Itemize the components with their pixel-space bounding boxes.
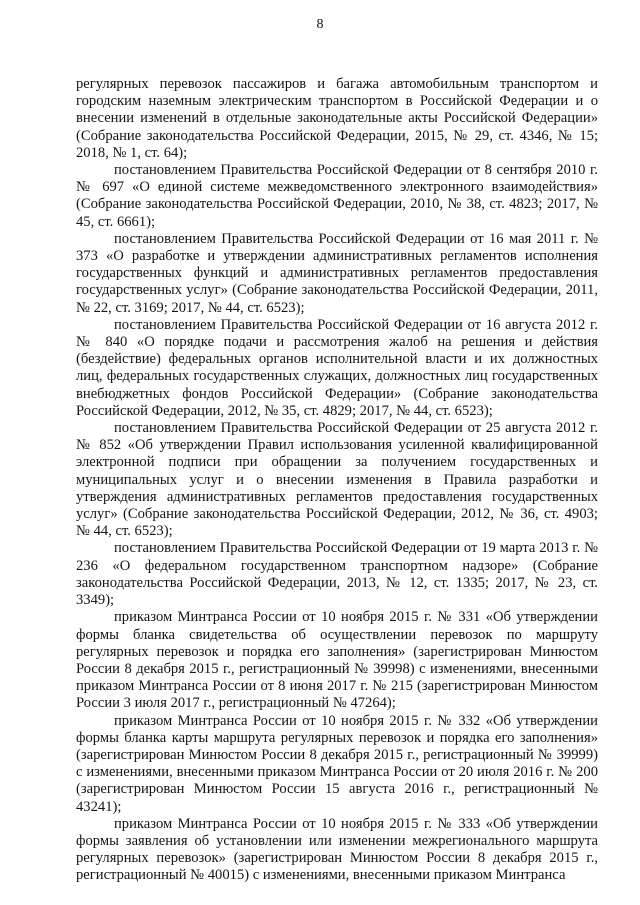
page-number: 8: [316, 17, 324, 32]
paragraph: приказом Минтранса России от 10 ноября 2015 г. № 332 «Об утверждении формы бланка карты маршрута регулярных перевозок и порядка его заполнения» (зарегистрирован Минюстом России 8 декабря 2015 г., регистрационный № 39999) с изменениями, внесенными приказом Минтранса России от 20 июля 2016 г. № 200 (зарегистрирован Минюстом России 15 августа 2016 г., регистрационный № 43241);: [76, 712, 598, 815]
paragraph: постановлением Правительства Российской Федерации от 16 мая 2011 г. № 373 «О разработке и утверждении административных регламентов исполнения государственных функций и административных регламентов предоставления государственных услуг» (Собрание законодательства Российской Федерации, 2011, № 22, ст. 3169; 2017, № 44, ст. 6523);: [76, 230, 598, 316]
paragraph: постановлением Правительства Российской Федерации от 19 марта 2013 г. № 236 «О федеральном государственном транспортном надзоре» (Собрание законодательства Российской Федерации, 2013, № 12, ст. 1335; 2017, № 23, ст. 3349);: [76, 540, 598, 609]
paragraph-continuation: регулярных перевозок пассажиров и багажа автомобильным транспортом и городским наземным электрическим транспортом в Российской Федерации и о внесении изменений в отдельные законодательные акты Российской Федерации» (Собрание законодательства Российской Федерации, 2015, № 29, ст. 4346, № 15; 2018, № 1, ст. 64);: [76, 76, 598, 161]
paragraph: приказом Минтранса России от 10 ноября 2015 г. № 331 «Об утверждении формы бланка свидетельства об осуществлении перевозок по маршруту регулярных перевозок и порядка его заполнения» (зарегистрирован Минюстом России 8 декабря 2015 г., регистрационный № 39998) с изменениями, внесенными приказом Минтранса России от 8 июня 2017 г. № 215 (зарегистрирован Минюстом России 3 июля 2017 г., регистрационный № 47264);: [76, 609, 598, 712]
paragraph: постановлением Правительства Российской Федерации от 8 сентября 2010 г. № 697 «О единой системе межведомственного электронного взаимодействия» (Собрание законодательства Российской Федерации, 2010, № 38, ст. 4823; 2017, № 45, ст. 6661);: [76, 162, 598, 230]
paragraph: постановлением Правительства Российской Федерации от 25 августа 2012 г. № 852 «Об утверждении Правил использования усиленной квалифицированной электронной подписи при обращении за получением государственных и муниципальных услуг и о внесении изменения в Правила разработки и утверждения административных регламентов предоставления государственных услуг» (Собрание законодательства Российской Федерации, 2012, № 36, ст. 4903; № 44, ст. 6523);: [76, 420, 598, 540]
paragraph: приказом Минтранса России от 10 ноября 2015 г. № 333 «Об утверждении формы заявления об установлении или изменении межрегионального маршрута регулярных перевозок» (зарегистрирован Минюстом России 8 декабря 2015 г., регистрационный № 40015) с изменениями, внесенными приказом Минтранса: [76, 815, 598, 884]
paragraph: постановлением Правительства Российской Федерации от 16 августа 2012 г. № 840 «О порядке подачи и рассмотрения жалоб на решения и действия (бездействие) федеральных органов исполнительной власти и их должностных лиц, федеральных государственных служащих, должностных лиц государственных внебюджетных фондов Российской Федерации» (Собрание законодательства Российской Федерации, 2012, № 35, ст. 4829; 2017, № 44, ст. 6523);: [76, 316, 598, 419]
document-body: [76, 76, 598, 885]
